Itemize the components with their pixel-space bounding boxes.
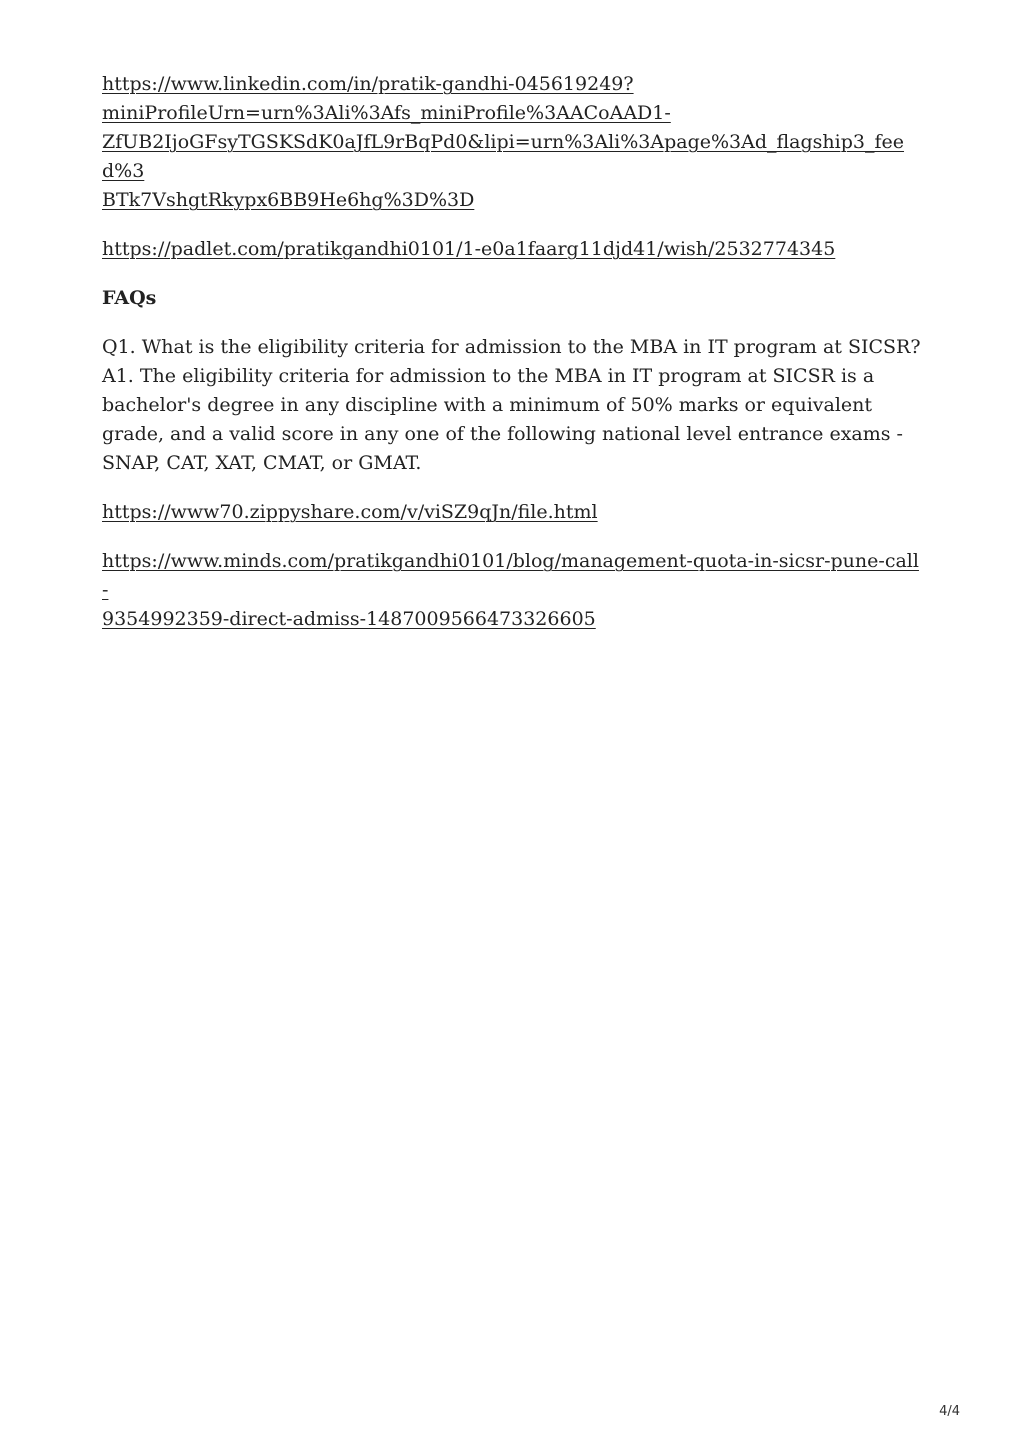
minds-link-paragraph	[102, 547, 924, 634]
linkedin-link-line-1: https://www.linkedin.com/in/pratik-gandhi-045619249?	[102, 73, 634, 95]
minds-link[interactable]	[102, 547, 924, 634]
padlet-link-paragraph	[102, 235, 924, 264]
zippyshare-link-paragraph	[102, 498, 924, 527]
document-page	[102, 70, 924, 654]
minds-link-line-2: 9354992359-direct-admiss-1487009566473326605	[102, 608, 596, 630]
faq-q1: Q1. What is the eligibility criteria for admission to the MBA in IT program at SICSR? A1. The eligibility criteria for admission to the MBA in IT program at SICSR is a bachelor's degree in any discipline with a minimum of 50% marks or equivalent grade, and a valid score in any one of the following national level entrance exams - SNAP, CAT, XAT, CMAT, or GMAT.	[102, 336, 921, 474]
linkedin-link-paragraph	[102, 70, 924, 215]
linkedin-link-line-4: BTk7VshgtRkypx6BB9He6hg%3D%3D	[102, 189, 475, 211]
linkedin-link-line-3: ZfUB2IjoGFsyTGSKSdK0aJfL9rBqPd0&lipi=urn%3Ali%3Apage%3Ad_flagship3_feed%3	[102, 131, 905, 182]
page-number: 4/4	[939, 1404, 960, 1419]
linkedin-link-line-2: miniProfileUrn=urn%3Ali%3Afs_miniProfile%3AACoAAD1-	[102, 102, 671, 124]
padlet-link[interactable]: https://padlet.com/pratikgandhi0101/1-e0a1faarg11djd41/wish/2532774345	[102, 238, 836, 260]
minds-link-line-1: https://www.minds.com/pratikgandhi0101/blog/management-quota-in-sicsr-pune-call-	[102, 550, 919, 601]
linkedin-link[interactable]	[102, 70, 924, 215]
faqs-heading: FAQs	[102, 287, 157, 309]
zippyshare-link[interactable]: https://www70.zippyshare.com/v/viSZ9qJn/file.html	[102, 501, 598, 523]
